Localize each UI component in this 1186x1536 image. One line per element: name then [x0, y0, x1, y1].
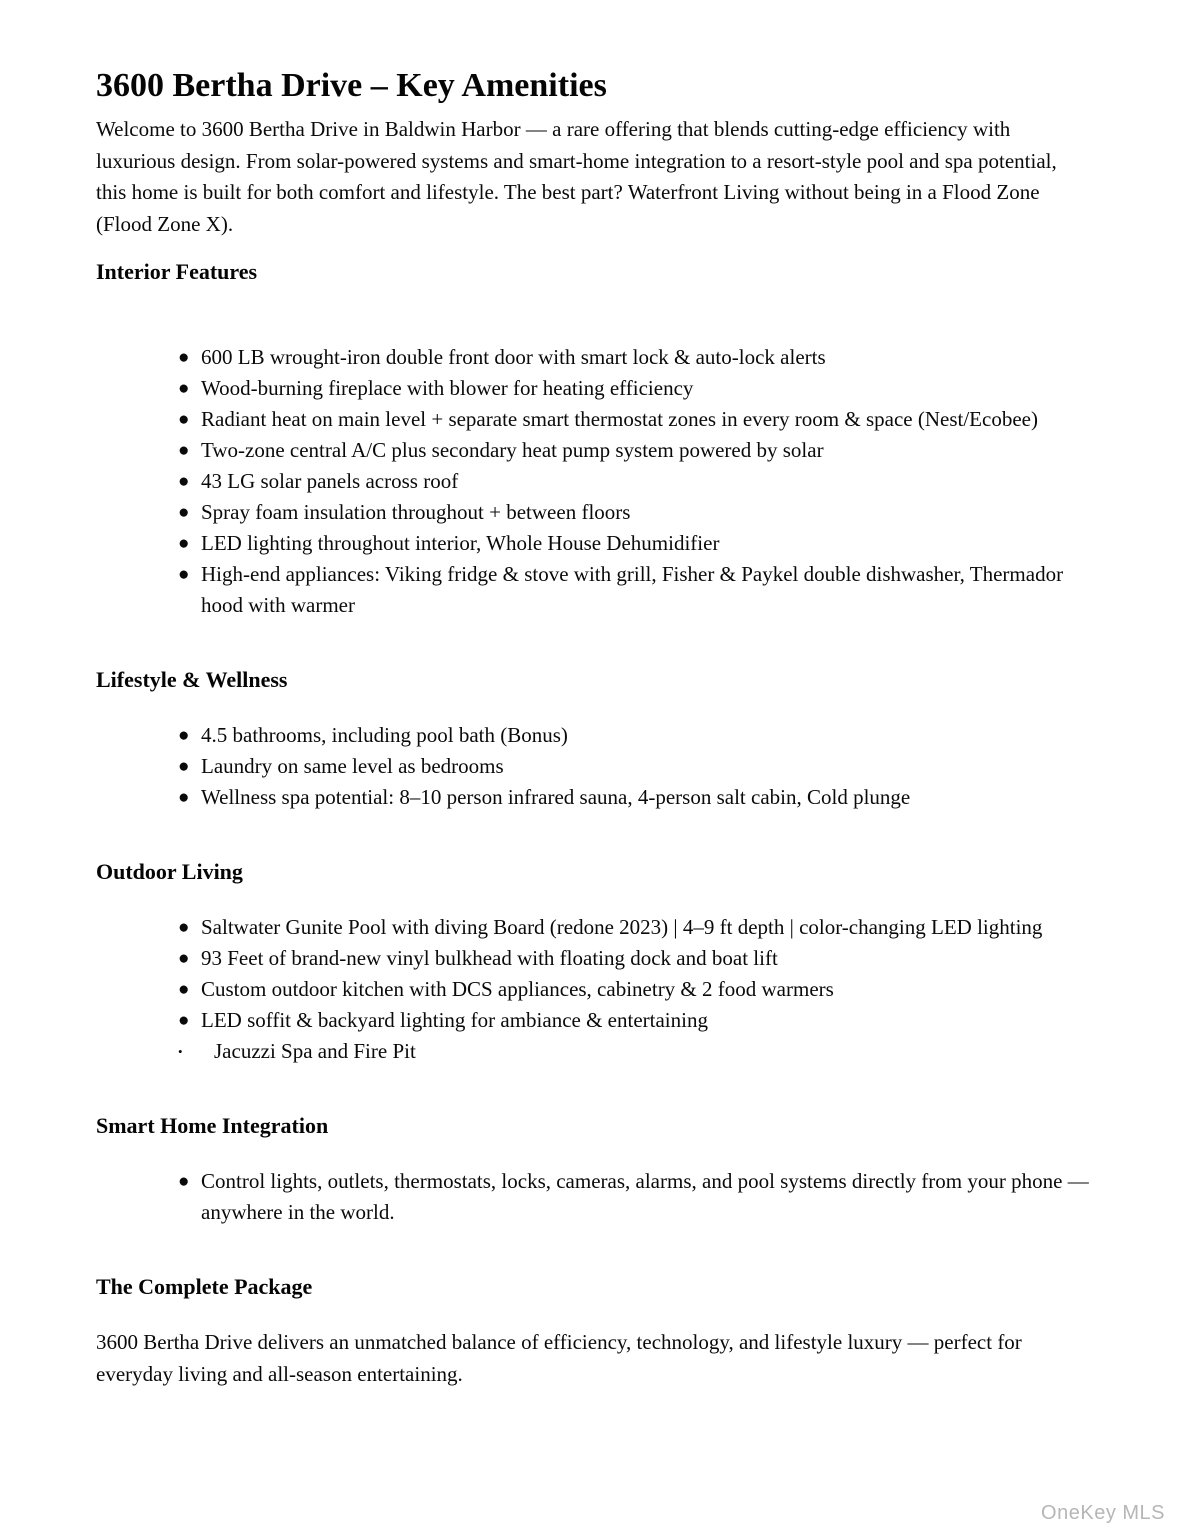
- bold-text-segment: secondary heat pump system: [431, 438, 674, 463]
- list-item: [178, 559, 1092, 621]
- list-item-text: [201, 497, 1092, 528]
- section-heading-interior-features: Interior Features: [96, 259, 258, 285]
- list-item: [178, 497, 1092, 528]
- text-segment: Welcome to: [96, 117, 202, 142]
- bold-text-segment: lights, outlets, thermostats, locks, cameras, alarms, and pool systems: [270, 1169, 847, 1194]
- outdoor-living-list: [96, 912, 1092, 1067]
- bullet-icon: ●: [178, 533, 190, 555]
- bullet-icon: ●: [178, 917, 190, 939]
- list-item: [178, 1036, 1092, 1067]
- bold-text-segment: Two-zone central A/C: [201, 438, 387, 463]
- text-segment: with blower for heating efficiency: [401, 376, 694, 401]
- text-segment: on main level + separate smart thermostat zones in every room & space (Nest/Ecobee): [306, 407, 1038, 432]
- list-item-text: [201, 342, 1092, 373]
- text-segment: with diving Board (redone 2023) | 4–9 ft depth | color-changing LED lighting: [386, 915, 1043, 940]
- list-item: [178, 912, 1092, 943]
- bold-text-segment: cutting-edge efficiency: [773, 117, 968, 142]
- bullet-icon: •: [178, 1044, 183, 1060]
- bold-text-segment: 3600 Bertha Drive in Baldwin Harbor: [201, 117, 521, 142]
- bold-text-segment: efficiency, technology, and lifestyle luxury: [543, 1330, 903, 1355]
- text-segment: delivers an unmatched balance of: [252, 1330, 544, 1355]
- list-item-text: [201, 1166, 1092, 1228]
- bullet-icon: ●: [178, 1010, 190, 1032]
- bullet-icon: ●: [178, 756, 190, 778]
- list-item-text: [201, 559, 1092, 621]
- list-item-text: [201, 751, 1092, 782]
- text-segment: for ambiance & entertaining: [465, 1008, 708, 1033]
- bold-text-segment: 93 Feet: [201, 946, 264, 971]
- list-item: [178, 528, 1092, 559]
- bullet-icon: ●: [178, 471, 190, 493]
- list-item: [178, 435, 1092, 466]
- bold-text-segment: Radiant heat: [201, 407, 307, 432]
- list-item: [178, 751, 1092, 782]
- text-segment: and: [312, 1039, 354, 1064]
- list-item: [178, 974, 1092, 1005]
- section-heading-smart-home: Smart Home Integration: [96, 1113, 329, 1139]
- text-segment: across roof: [360, 469, 459, 494]
- bold-text-segment: Wellness spa potential: [201, 785, 389, 810]
- bold-text-segment: Saltwater Gunite Pool: [201, 915, 387, 940]
- bold-text-segment: Laundry: [201, 754, 273, 779]
- bullet-icon: ●: [178, 564, 190, 586]
- list-item-text: [201, 373, 1092, 404]
- list-item-text: [201, 782, 1092, 813]
- bold-text-segment: Whole House Dehumidifier: [486, 531, 720, 556]
- list-item: [178, 720, 1092, 751]
- bold-text-segment: 43 LG solar panels: [201, 469, 361, 494]
- text-segment: of brand-new vinyl bulkhead with floating dock and boat lift: [263, 946, 778, 971]
- list-item-text: [201, 528, 1092, 559]
- list-item: [178, 943, 1092, 974]
- text-segment: with: [967, 117, 1011, 142]
- list-item: [178, 466, 1092, 497]
- bullet-icon: ●: [178, 440, 190, 462]
- text-segment: plus: [386, 438, 432, 463]
- section-heading-outdoor-living: Outdoor Living: [96, 859, 243, 885]
- text-segment: : Viking fridge & stove with grill, Fisher & Paykel double dishwasher, Thermador hood with warmer: [201, 562, 1064, 618]
- text-segment: with smart lock & auto-lock alerts: [532, 345, 826, 370]
- bullet-icon: ●: [178, 1171, 190, 1193]
- section-heading-complete-package: The Complete Package: [96, 1274, 313, 1300]
- bold-text-segment: LED soffit & backyard lighting: [201, 1008, 466, 1033]
- page-title: 3600 Bertha Drive – Key Amenities: [96, 67, 607, 104]
- smart-home-list: [96, 1166, 1092, 1228]
- interior-features-list: [96, 342, 1092, 621]
- text-segment: , including pool bath (Bonus): [321, 723, 568, 748]
- bold-text-segment: 3600 Bertha Drive: [96, 1330, 253, 1355]
- watermark: OneKey MLS: [1041, 1502, 1165, 1524]
- list-item-text: [201, 404, 1092, 435]
- list-item-text: [201, 466, 1092, 497]
- bullet-icon: ●: [178, 948, 190, 970]
- text-segment: — perfect for everyday living and all-season entertaining.: [96, 1330, 1022, 1386]
- bullet-icon: ●: [178, 409, 190, 431]
- bullet-icon: ●: [178, 725, 190, 747]
- bold-text-segment: luxurious design: [96, 148, 236, 173]
- list-item-text: [201, 1005, 1092, 1036]
- text-segment: interior,: [409, 531, 487, 556]
- bullet-icon: ●: [178, 502, 190, 524]
- bullet-icon: ●: [178, 979, 190, 1001]
- text-segment: throughout + between floors: [386, 500, 631, 525]
- section-heading-lifestyle-wellness: Lifestyle & Wellness: [96, 667, 288, 693]
- bold-text-segment: Fire Pit: [353, 1039, 416, 1064]
- intro-paragraph: [96, 114, 1092, 240]
- bold-text-segment: Custom outdoor kitchen: [201, 977, 404, 1002]
- list-item-text: [201, 1036, 1092, 1067]
- list-item: [178, 404, 1092, 435]
- list-item-text: [201, 435, 1092, 466]
- text-segment: powered by solar: [673, 438, 824, 463]
- lifestyle-wellness-list: [96, 720, 1092, 813]
- bold-text-segment: 600 LB wrought-iron double front door: [201, 345, 533, 370]
- bold-text-segment: Spray foam insulation: [201, 500, 387, 525]
- text-segment: Control: [201, 1169, 271, 1194]
- bullet-icon: ●: [178, 347, 190, 369]
- text-segment: directly from your phone — anywhere in the world.: [201, 1169, 1089, 1225]
- list-item-text: [201, 943, 1092, 974]
- list-item: [178, 782, 1092, 813]
- list-item-text: [201, 912, 1092, 943]
- bold-text-segment: Wood-burning fireplace: [201, 376, 402, 401]
- bold-text-segment: 4.5 bathrooms: [201, 723, 322, 748]
- text-segment: with DCS appliances, cabinetry & 2 food warmers: [404, 977, 834, 1002]
- list-item-text: [201, 720, 1092, 751]
- closing-paragraph: [96, 1327, 1092, 1390]
- bold-text-segment: Jacuzzi Spa: [214, 1039, 313, 1064]
- bullet-icon: ●: [178, 787, 190, 809]
- text-segment: on same level as bedrooms: [272, 754, 504, 779]
- text-segment: — a rare offering that blends: [520, 117, 774, 142]
- list-item-text: [201, 974, 1092, 1005]
- list-item: [178, 373, 1092, 404]
- text-segment: : 8–10 person infrared sauna, 4-person salt cabin, Cold plunge: [388, 785, 911, 810]
- bold-text-segment: LED lighting throughout: [201, 531, 410, 556]
- bold-text-segment: High-end appliances: [201, 562, 375, 587]
- text-segment: . From solar-powered systems and smart-home integration to a resort-style pool and spa potential, this home is built for both comfort and lifestyle. The best part? Waterfront Living without being in a Flood Zone (Flood Zone X).: [96, 148, 1057, 236]
- list-item: [178, 342, 1092, 373]
- list-item: [178, 1166, 1092, 1228]
- list-item: [178, 1005, 1092, 1036]
- bullet-icon: ●: [178, 378, 190, 400]
